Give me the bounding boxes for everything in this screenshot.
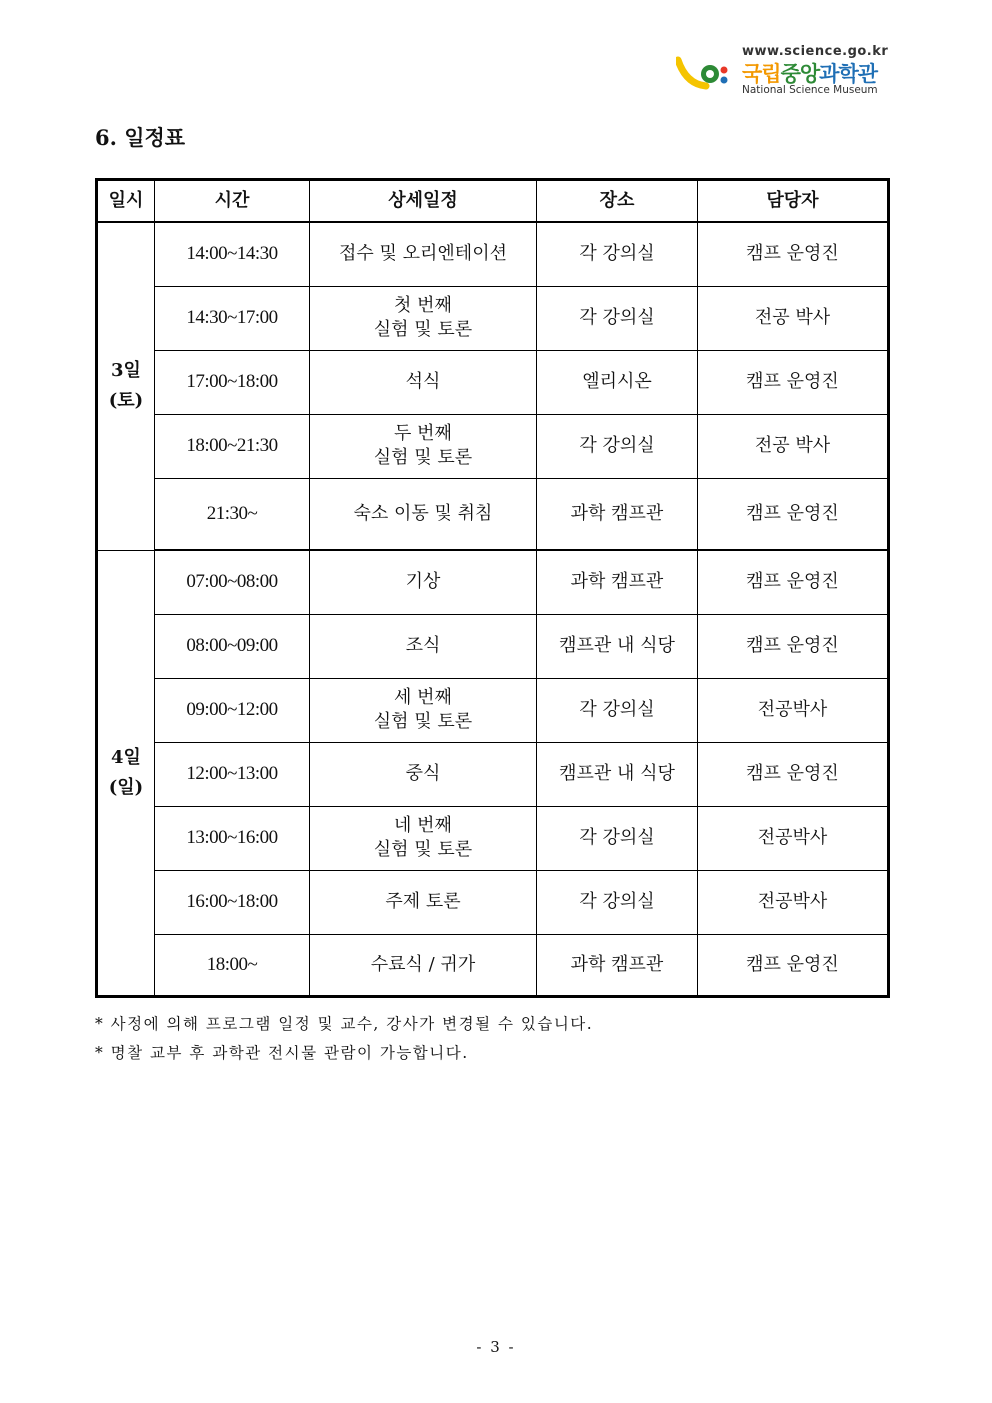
logo-url: www.science.go.kr [742,44,889,59]
place-cell: 각 강의실 [537,870,698,934]
day-weekday: (일) [108,776,144,798]
time-cell: 07:00~08:00 [155,550,310,614]
detail-cell: 숙소 이동 및 취침 [310,478,537,550]
detail-cell: 두 번째 실험 및 토론 [310,414,537,478]
place-cell: 엘리시온 [537,350,698,414]
header-place: 장소 [537,180,698,223]
place-cell: 캠프관 내 식당 [537,742,698,806]
header-detail: 상세일정 [310,180,537,223]
table-row [97,478,889,550]
footnote: * 사정에 의해 프로그램 일정 및 교수, 강사가 변경될 수 있습니다. [95,1015,594,1033]
detail-cell: 세 번째 실험 및 토론 [310,678,537,742]
table-row [97,414,889,478]
staff-cell: 전공 박사 [698,414,889,478]
staff-cell: 캠프 운영진 [698,478,889,550]
day-cell [97,550,155,996]
place-cell: 캠프관 내 식당 [537,614,698,678]
detail-cell: 접수 및 오리엔테이션 [310,222,537,286]
detail-cell: 기상 [310,550,537,614]
staff-cell: 전공박사 [698,870,889,934]
table-row [97,286,889,350]
schedule-table [95,178,890,998]
time-cell: 08:00~09:00 [155,614,310,678]
time-cell: 14:00~14:30 [155,222,310,286]
day-date: 4일 [111,746,141,768]
staff-cell: 캠프 운영진 [698,934,889,996]
table-row [97,934,889,996]
table-row [97,806,889,870]
header-date: 일시 [97,180,155,223]
day-cell [97,222,155,550]
staff-cell: 전공박사 [698,806,889,870]
table-row [97,614,889,678]
footnote: * 명찰 교부 후 과학관 전시물 관람이 가능합니다. [95,1044,469,1062]
place-cell: 과학 캠프관 [537,478,698,550]
staff-cell: 캠프 운영진 [698,350,889,414]
header-staff: 담당자 [698,180,889,223]
place-cell: 각 강의실 [537,222,698,286]
place-cell: 각 강의실 [537,414,698,478]
table-row [97,742,889,806]
page-number: - 3 - [476,1338,516,1356]
header-time: 시간 [155,180,310,223]
detail-cell: 주제 토론 [310,870,537,934]
table-row [97,678,889,742]
detail-cell: 네 번째 실험 및 토론 [310,806,537,870]
staff-cell: 캠프 운영진 [698,550,889,614]
staff-cell: 전공 박사 [698,286,889,350]
museum-logo-mark-icon [676,50,738,94]
time-cell: 09:00~12:00 [155,678,310,742]
place-cell: 과학 캠프관 [537,550,698,614]
day-date: 3일 [111,360,141,382]
detail-cell: 수료식 / 귀가 [310,934,537,996]
staff-cell: 캠프 운영진 [698,614,889,678]
detail-cell: 중식 [310,742,537,806]
table-row [97,350,889,414]
time-cell: 14:30~17:00 [155,286,310,350]
staff-cell: 캠프 운영진 [698,222,889,286]
footnotes [95,1010,593,1068]
place-cell: 과학 캠프관 [537,934,698,996]
detail-cell: 석식 [310,350,537,414]
time-cell: 16:00~18:00 [155,870,310,934]
staff-cell: 전공박사 [698,678,889,742]
logo-name-english: National Science Museum [742,84,878,96]
table-row [97,550,889,614]
time-cell: 17:00~18:00 [155,350,310,414]
place-cell: 각 강의실 [537,286,698,350]
table-row [97,222,889,286]
detail-cell: 조식 [310,614,537,678]
time-cell: 13:00~16:00 [155,806,310,870]
logo-name-korean: 국립중앙과학관 [742,62,878,86]
time-cell: 18:00~ [155,934,310,996]
place-cell: 각 강의실 [537,678,698,742]
table-header-row [97,180,889,223]
staff-cell: 캠프 운영진 [698,742,889,806]
time-cell: 12:00~13:00 [155,742,310,806]
time-cell: 21:30~ [155,478,310,550]
section-title: 6. 일정표 [95,125,186,150]
place-cell: 각 강의실 [537,806,698,870]
museum-logo [676,42,906,100]
detail-cell: 첫 번째 실험 및 토론 [310,286,537,350]
day-weekday: (토) [108,390,144,412]
time-cell: 18:00~21:30 [155,414,310,478]
table-row [97,870,889,934]
